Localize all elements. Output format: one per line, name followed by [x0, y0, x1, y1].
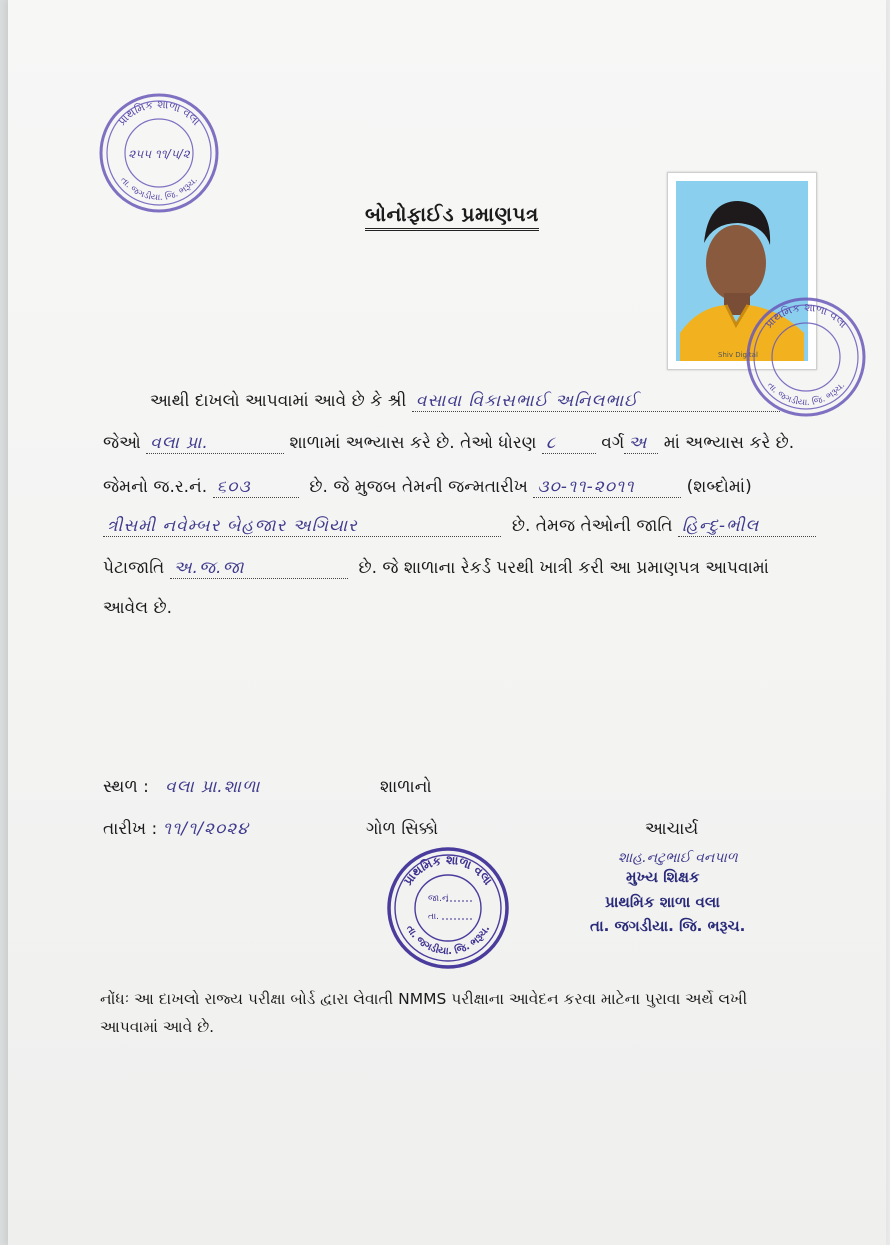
date-row [103, 819, 249, 839]
caste-value: હિન્દુ-ભીલ [678, 516, 816, 537]
class-value: અ [624, 433, 658, 454]
seal-field-1: જા.નં [428, 894, 449, 904]
body-line-4 [103, 516, 816, 537]
stamp-top-text: પ્રાથમિક શાળા વલા [115, 97, 203, 129]
seal-label-2: ગોળ સિક્કો [366, 819, 439, 839]
stamp-photo-bottom-text: તા. જગડીયા. જિ. ભરૂચ. [764, 380, 848, 409]
line3-prefix: જેમનો જ.ર.નં. [103, 477, 208, 497]
date-label: તારીખ : [103, 819, 158, 839]
subcaste-value: અ.જ.જા [170, 558, 348, 579]
line2-mid2: વર્ગ [601, 433, 625, 453]
line2-prefix: જેઓ [103, 433, 141, 453]
school-name: વલા પ્રા. [146, 433, 284, 454]
stamp-bottom-text: તા. જગડીયા. જિ. ભરૂચ. [118, 175, 200, 204]
seal-top-text: પ્રાથમિક શાળા વલા [400, 852, 496, 888]
svg-text:પ્રાથમિક શાળા વલા [762, 301, 850, 331]
principal-label: આચાર્ય [645, 819, 699, 839]
note-line-1: નોંધઃ આ દાખલો રાજ્ય પરીક્ષા બોર્ડ દ્વારા લેવાતી NMMS પરીક્ષાના આવેદન કરવા માટેના પુરાવા અર્થે લખી [100, 990, 748, 1008]
date-value: ૧૧/૧/૨૦૨૪ [162, 819, 249, 839]
body-line-6: આવેલ છે. [103, 598, 173, 618]
line2-mid: શાળામાં અભ્યાસ કરે છે. તેઓ ધોરણ [289, 433, 537, 453]
seal-field-2: તા. [428, 912, 440, 922]
line3-suffix: (શબ્દોમાં) [686, 477, 752, 497]
place-label: સ્થળ : [103, 777, 149, 797]
line4-mid: છે. તેમજ તેઓની જાતિ [511, 516, 673, 536]
sign-stamp-line-2: પ્રાથમિક શાળા વલા [605, 893, 720, 911]
school-stamp-top-left [94, 90, 224, 216]
line5-prefix: પેટાજાતિ [103, 558, 165, 578]
seal-bottom-text: તા. જગડીયા. જિ. ભરૂચ. [403, 923, 493, 958]
gr-number: ૬૦૩ [213, 477, 299, 498]
line5-suffix: છે. જે શાળાના રેકર્ડ પરથી ખાત્રી કરી આ પ્રમાણપત્ર આપવામાં [358, 558, 769, 578]
certificate-title: બોનોફાઈડ પ્રમાણપત્ર [365, 202, 539, 231]
body-line-1 [150, 391, 780, 412]
birth-date: ૩૦-૧૧-૨૦૧૧ [533, 477, 681, 498]
body-line-3 [103, 477, 752, 498]
body-line-2 [103, 433, 794, 454]
note-line-2: આપવામાં આવે છે. [100, 1018, 215, 1036]
body-line-5 [103, 558, 769, 579]
line2-suffix: માં અભ્યાસ કરે છે. [663, 433, 795, 453]
stamp-photo-top-text: પ્રાથમિક શાળા વલા [762, 300, 850, 331]
svg-text:તા. જગડીયા. જિ. ભરૂચ. [118, 176, 200, 204]
sign-stamp-line-3: તા. જગડીયા. જિ. ભરૂચ. [590, 917, 746, 935]
principal-signature: શાહ.નટુભાઈ વનપાળ [618, 850, 738, 866]
student-name: વસાવા વિકાસભાઈ અનિલભાઈ [412, 391, 780, 412]
school-round-seal [384, 845, 512, 971]
standard-value: ૮ [542, 433, 596, 454]
page-edge [0, 0, 8, 1245]
birth-date-words: ત્રીસમી નવેમ્બર બેહજાર અગિયાર [103, 516, 501, 537]
sign-stamp-line-1: મુખ્ય શિક્ષક [626, 868, 700, 886]
place-value: વલા પ્રા.શાળા [165, 777, 261, 797]
line1-prefix: આથી દાખલો આપવામાં આવે છે કે શ્રી [150, 391, 407, 411]
line3-mid: છે. જે મુજબ તેમની જન્મતારીખ [309, 477, 528, 497]
place-row [103, 777, 260, 797]
stamp-handwritten-number: ૨૫૫ ૧૧/૫/૨ [128, 147, 190, 161]
photo-caption: Shiv Digital [718, 351, 758, 359]
seal-label-1: શાળાનો [380, 777, 432, 797]
